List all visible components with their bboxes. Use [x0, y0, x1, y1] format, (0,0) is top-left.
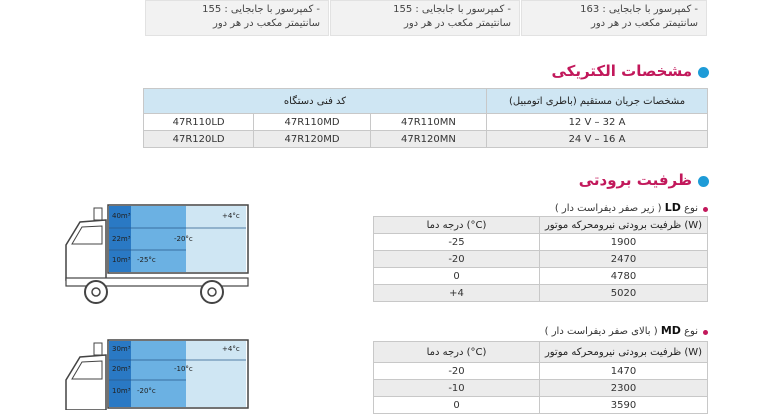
volume-10: 10m³	[112, 387, 131, 395]
spec-cell: 12 V – 32 A	[487, 114, 708, 131]
electrical-title: مشخصات الکتریکی	[551, 62, 692, 80]
section-bullet-icon	[698, 67, 709, 78]
temp-cell: 0	[374, 397, 540, 414]
power-cell: 2300	[540, 380, 708, 397]
truck-ld-illustration	[60, 200, 250, 310]
temp-cell: -20	[374, 363, 540, 380]
ld-capacity-table	[373, 216, 708, 302]
table-row	[144, 131, 708, 148]
table-row	[374, 234, 708, 251]
type-code: MD	[660, 324, 681, 337]
type-code: LD	[664, 201, 681, 214]
temp-plus4: +4°c	[222, 212, 240, 220]
volume-30: 30m³	[112, 345, 131, 353]
temp-cell: -10	[374, 380, 540, 397]
compressor-line2: سانتیمتر مکعب در هر دور	[591, 18, 698, 29]
table-row	[374, 380, 708, 397]
table-row	[374, 363, 708, 380]
power-cell: 5020	[540, 285, 708, 302]
code-cell: 47R110MD	[254, 114, 371, 131]
temp-cell: +4	[374, 285, 540, 302]
table-row	[374, 268, 708, 285]
compressor-line1: - کمپرسور با جابجایی : 155	[202, 4, 320, 15]
table-row	[374, 397, 708, 414]
code-cell: 47R120MD	[254, 131, 371, 148]
truck-md-illustration	[60, 335, 250, 410]
power-cell: 3590	[540, 397, 708, 414]
compressor-line2: سانتیمتر مکعب در هر دور	[404, 18, 511, 29]
sub-bullet-icon	[703, 330, 708, 335]
type-desc: ( بالای صفر دیفراست دار )	[544, 326, 658, 337]
temp-plus4: +4°c	[222, 345, 240, 353]
compressor-box-1	[145, 0, 329, 36]
section-bullet-icon	[698, 176, 709, 187]
power-cell: 1900	[540, 234, 708, 251]
md-subtitle	[470, 324, 698, 337]
ld-subtitle	[470, 201, 698, 214]
power-cell: 2470	[540, 251, 708, 268]
code-cell: 47R120MN	[370, 131, 486, 148]
compressor-line1: - کمپرسور با جابجایی : 163	[580, 4, 698, 15]
code-cell: 47R120LD	[144, 131, 254, 148]
electrical-table	[143, 88, 708, 148]
type-label: نوع	[684, 326, 698, 337]
col-power: ظرفیت برودتی نیرومحرکه موتور (W)	[540, 217, 708, 234]
compressor-box-3	[521, 0, 707, 36]
power-cell: 1470	[540, 363, 708, 380]
temp-cell: -25	[374, 234, 540, 251]
capacity-title: ظرفیت برودتی	[578, 171, 692, 189]
table-row	[374, 251, 708, 268]
col-temp: درجه دما (°C)	[374, 217, 540, 234]
code-cell: 47R110MN	[370, 114, 486, 131]
col-power: ظرفیت برودتی نیرومحرکه موتور (W)	[540, 342, 708, 363]
temp-cell: -20	[374, 251, 540, 268]
temp-minus20: -20°c	[174, 235, 193, 243]
table-row	[144, 114, 708, 131]
col-temp: درجه دما (°C)	[374, 342, 540, 363]
temp-minus20: -20°c	[137, 387, 156, 395]
md-capacity-table	[373, 341, 708, 414]
sub-bullet-icon	[703, 207, 708, 212]
header-code: کد فنی دستگاه	[144, 89, 487, 114]
table-row	[374, 285, 708, 302]
code-cell: 47R110LD	[144, 114, 254, 131]
temp-minus10: -10°c	[174, 365, 193, 373]
volume-22: 22m³	[112, 235, 131, 243]
temp-minus25: -25°c	[137, 256, 156, 264]
power-cell: 4780	[540, 268, 708, 285]
type-desc: ( زیر صفر دیفراست دار )	[554, 203, 662, 214]
compressor-box-2	[330, 0, 520, 36]
volume-40: 40m³	[112, 212, 131, 220]
compressor-line1: - کمپرسور با جابجایی : 155	[393, 4, 511, 15]
temp-cell: 0	[374, 268, 540, 285]
type-label: نوع	[684, 203, 698, 214]
volume-10: 10m³	[112, 256, 131, 264]
header-spec: مشخصات جریان مستقیم (باطری اتومبیل)	[487, 89, 708, 114]
spec-cell: 24 V – 16 A	[487, 131, 708, 148]
volume-20: 20m³	[112, 365, 131, 373]
compressor-line2: سانتیمتر مکعب در هر دور	[213, 18, 320, 29]
